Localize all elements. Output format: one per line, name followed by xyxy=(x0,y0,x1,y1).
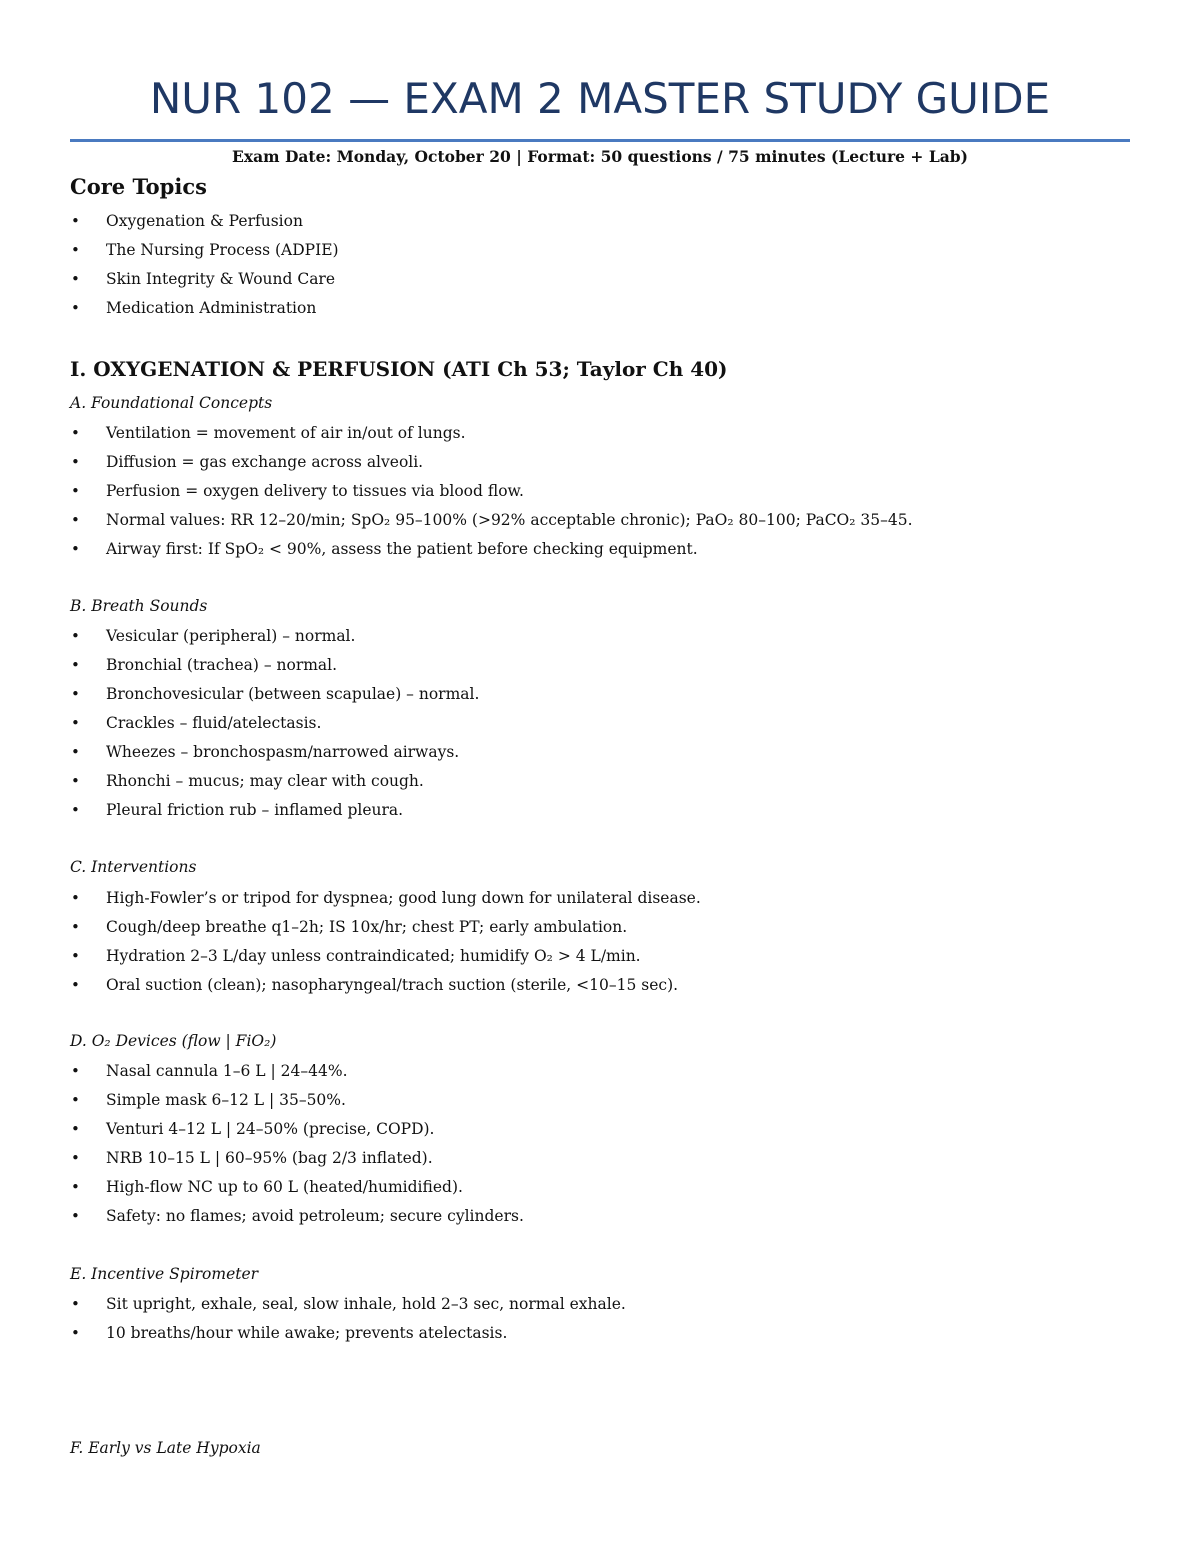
bullet-icon: • xyxy=(71,1324,80,1342)
bullet-icon: • xyxy=(71,976,80,994)
bullet-icon: • xyxy=(71,772,80,790)
title-rule xyxy=(70,139,1130,142)
list-item: • Crackles – fluid/atelectasis. xyxy=(70,709,479,738)
list-item: • Diffusion = gas exchange across alveoli. xyxy=(70,448,913,477)
bullet-icon: • xyxy=(71,424,80,442)
document-title: NUR 102 — EXAM 2 MASTER STUDY GUIDE xyxy=(149,74,1051,123)
list-item: • Vesicular (peripheral) – normal. xyxy=(70,622,479,651)
bullet-icon: • xyxy=(71,1120,80,1138)
exam-info: Exam Date: Monday, October 20 | Format: 50 questions / 75 minutes (Lecture + Lab) xyxy=(232,147,968,166)
list-item: • Wheezes – bronchospasm/narrowed airways. xyxy=(70,738,479,767)
list-item: • Sit upright, exhale, seal, slow inhale, hold 2–3 sec, normal exhale. xyxy=(70,1290,626,1319)
bullet-icon: • xyxy=(71,511,80,529)
list-item: • Medication Administration xyxy=(70,294,339,323)
bullet-icon: • xyxy=(71,453,80,471)
list-item: • Airway first: If SpO₂ < 90%, assess the patient before checking equipment. xyxy=(70,535,913,564)
bullet-icon: • xyxy=(71,918,80,936)
list-item: • Cough/deep breathe q1–2h; IS 10x/hr; chest PT; early ambulation. xyxy=(70,913,701,942)
list-item: • Simple mask 6–12 L | 35–50%. xyxy=(70,1086,524,1115)
list-item: • NRB 10–15 L | 60–95% (bag 2/3 inflated). xyxy=(70,1144,524,1173)
subsection-title-breath-sounds: B. Breath Sounds xyxy=(70,597,208,615)
foundational-list xyxy=(70,419,913,564)
bullet-icon: • xyxy=(71,299,80,317)
list-item: • Skin Integrity & Wound Care xyxy=(70,265,339,294)
list-item: • The Nursing Process (ADPIE) xyxy=(70,236,339,265)
bullet-icon: • xyxy=(71,714,80,732)
bullet-icon: • xyxy=(71,212,80,230)
list-item: • Safety: no flames; avoid petroleum; secure cylinders. xyxy=(70,1202,524,1231)
list-item: • Hydration 2–3 L/day unless contraindicated; humidify O₂ > 4 L/min. xyxy=(70,942,701,971)
list-item: • Nasal cannula 1–6 L | 24–44%. xyxy=(70,1057,524,1086)
list-item: • Normal values: RR 12–20/min; SpO₂ 95–100% (>92% acceptable chronic); PaO₂ 80–100; PaCO₂ 35–45. xyxy=(70,506,913,535)
bullet-icon: • xyxy=(71,743,80,761)
bullet-icon: • xyxy=(71,1062,80,1080)
list-item: • Perfusion = oxygen delivery to tissues via blood flow. xyxy=(70,477,913,506)
bullet-icon: • xyxy=(71,1295,80,1313)
subsection-title-incentive-spirometer: E. Incentive Spirometer xyxy=(70,1265,259,1283)
bullet-icon: • xyxy=(71,627,80,645)
list-item: • Ventilation = movement of air in/out of lungs. xyxy=(70,419,913,448)
subsection-title-o2-devices: D. O₂ Devices (flow | FiO₂) xyxy=(70,1032,277,1050)
o2-devices-list xyxy=(70,1057,524,1231)
list-item: • Oxygenation & Perfusion xyxy=(70,207,339,236)
list-item: • Venturi 4–12 L | 24–50% (precise, COPD). xyxy=(70,1115,524,1144)
bullet-icon: • xyxy=(71,482,80,500)
list-item: • Bronchial (trachea) – normal. xyxy=(70,651,479,680)
bullet-icon: • xyxy=(71,540,80,558)
list-item: • 10 breaths/hour while awake; prevents atelectasis. xyxy=(70,1319,626,1348)
bullet-icon: • xyxy=(71,947,80,965)
bullet-icon: • xyxy=(71,1178,80,1196)
bullet-icon: • xyxy=(71,1149,80,1167)
bullet-icon: • xyxy=(71,1091,80,1109)
bullet-icon: • xyxy=(71,1207,80,1225)
list-item: • Rhonchi – mucus; may clear with cough. xyxy=(70,767,479,796)
breath-sounds-list xyxy=(70,622,479,825)
subsection-title-foundational: A. Foundational Concepts xyxy=(70,394,273,412)
bullet-icon: • xyxy=(71,656,80,674)
subsection-title-hypoxia: F. Early vs Late Hypoxia xyxy=(70,1439,261,1457)
section-heading-oxygenation: I. OXYGENATION & PERFUSION (ATI Ch 53; Taylor Ch 40) xyxy=(70,357,728,381)
bullet-icon: • xyxy=(71,270,80,288)
bullet-icon: • xyxy=(71,241,80,259)
list-item: • High-Fowler’s or tripod for dyspnea; good lung down for unilateral disease. xyxy=(70,884,701,913)
core-topics-heading: Core Topics xyxy=(70,174,207,199)
interventions-list xyxy=(70,884,701,1000)
bullet-icon: • xyxy=(71,889,80,907)
list-item: • High-flow NC up to 60 L (heated/humidified). xyxy=(70,1173,524,1202)
bullet-icon: • xyxy=(71,801,80,819)
list-item: • Oral suction (clean); nasopharyngeal/trach suction (sterile, <10–15 sec). xyxy=(70,971,701,1000)
core-topics-list xyxy=(70,207,339,323)
list-item: • Pleural friction rub – inflamed pleura. xyxy=(70,796,479,825)
subsection-title-interventions: C. Interventions xyxy=(70,858,197,876)
incentive-spirometer-list xyxy=(70,1290,626,1348)
bullet-icon: • xyxy=(71,685,80,703)
list-item: • Bronchovesicular (between scapulae) – normal. xyxy=(70,680,479,709)
